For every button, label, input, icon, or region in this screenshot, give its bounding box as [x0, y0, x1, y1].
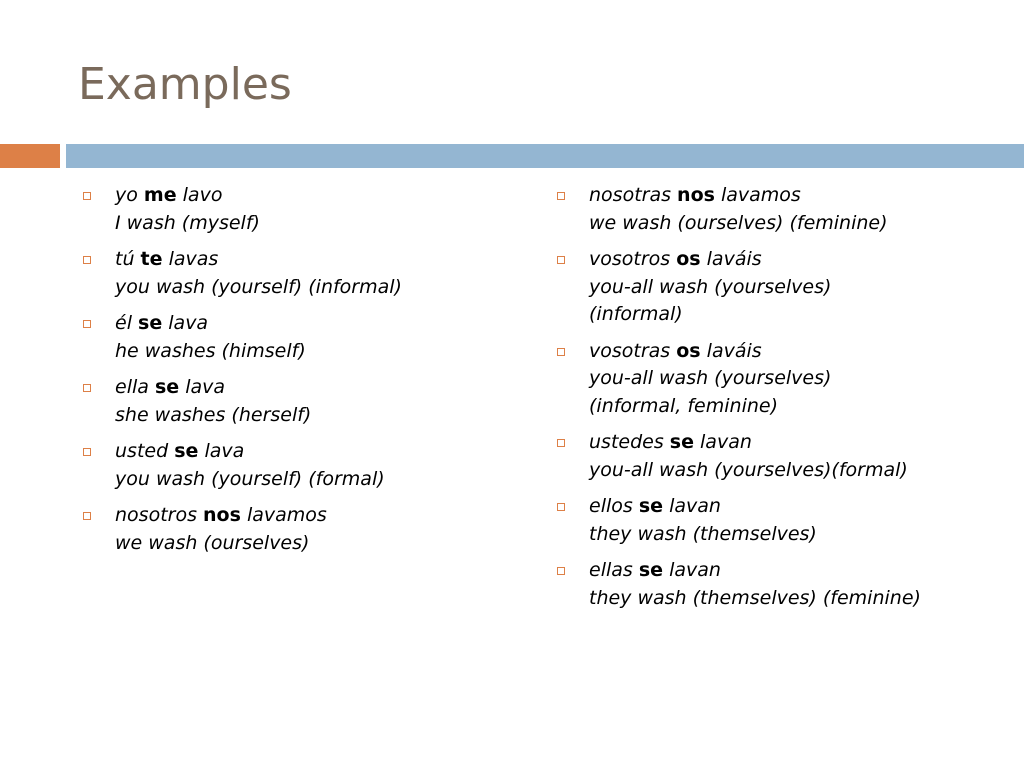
translation-continued: (informal, feminine)	[589, 394, 778, 417]
spanish-phrase	[115, 310, 510, 338]
verb: lavan	[669, 559, 721, 581]
hollow-square-icon	[557, 256, 565, 264]
translation: you wash (yourself) (informal)	[115, 275, 402, 298]
hollow-square-icon	[557, 503, 565, 511]
subject: ustedes	[589, 431, 664, 453]
reflexive-pronoun: os	[676, 248, 701, 270]
subject: usted	[115, 440, 169, 462]
list-item	[80, 182, 510, 237]
spanish-phrase	[589, 557, 994, 585]
list-item	[80, 310, 510, 365]
verb: lavas	[168, 248, 219, 270]
verb: lavan	[669, 495, 721, 517]
subject: vosotros	[589, 248, 671, 270]
right-column-list	[554, 182, 994, 621]
hollow-square-icon	[83, 320, 91, 328]
verb: laváis	[706, 339, 762, 362]
reflexive-pronoun: se	[154, 376, 180, 398]
spanish-phrase	[115, 438, 510, 466]
spanish-phrase	[115, 182, 510, 210]
translation: you-all wash (yourselves)	[589, 275, 832, 298]
verb: laváis	[706, 248, 762, 270]
reflexive-pronoun: me	[143, 184, 177, 206]
hollow-square-icon	[557, 192, 565, 200]
translation: we wash (ourselves) (feminine)	[589, 211, 888, 234]
hollow-square-icon	[557, 348, 565, 356]
spanish-phrase	[589, 429, 994, 457]
verb: lavo	[182, 184, 223, 206]
reflexive-pronoun: os	[676, 339, 701, 362]
translation: you-all wash (yourselves)	[589, 367, 832, 389]
reflexive-pronoun: te	[140, 248, 163, 270]
translation: he washes (himself)	[115, 339, 306, 362]
list-item	[554, 246, 994, 329]
spanish-phrase	[589, 246, 994, 274]
hollow-square-icon	[557, 567, 565, 575]
subject: ella	[115, 376, 149, 398]
reflexive-pronoun: se	[138, 312, 163, 334]
reflexive-pronoun: se	[638, 495, 664, 517]
hollow-square-icon	[83, 192, 91, 200]
reflexive-pronoun: se	[638, 559, 664, 581]
subject: él	[115, 312, 132, 334]
spanish-phrase	[115, 374, 510, 402]
spanish-phrase	[589, 338, 994, 366]
subject: nosotros	[115, 504, 197, 526]
subject: yo	[115, 184, 138, 206]
translation: we wash (ourselves)	[115, 531, 310, 554]
reflexive-pronoun: nos	[677, 184, 715, 206]
list-item	[80, 246, 510, 301]
hollow-square-icon	[557, 439, 565, 447]
verb: lava	[185, 376, 225, 398]
subject: tú	[115, 248, 135, 270]
translation: you-all wash (yourselves)(formal)	[589, 458, 908, 481]
verb: lavamos	[720, 184, 801, 206]
spanish-phrase	[115, 502, 510, 530]
slide-title: Examples	[78, 59, 292, 110]
list-item	[554, 429, 994, 484]
hollow-square-icon	[83, 384, 91, 392]
verb: lava	[168, 312, 209, 334]
verb: lavamos	[246, 504, 327, 526]
subject: vosotras	[589, 339, 671, 362]
subject: nosotras	[589, 184, 671, 206]
list-item	[80, 502, 510, 557]
translation-continued: (informal)	[589, 303, 683, 325]
left-column-list	[80, 182, 510, 566]
list-item	[80, 438, 510, 493]
translation: they wash (themselves)	[589, 522, 817, 545]
list-item	[80, 374, 510, 429]
reflexive-pronoun: se	[174, 440, 199, 462]
hollow-square-icon	[83, 448, 91, 456]
list-item	[554, 493, 994, 548]
subject: ellas	[589, 559, 633, 581]
spanish-phrase	[115, 246, 510, 274]
translation: you wash (yourself) (formal)	[115, 467, 385, 490]
reflexive-pronoun: nos	[203, 504, 241, 526]
verb: lavan	[700, 431, 752, 453]
reflexive-pronoun: se	[669, 431, 694, 453]
accent-bar-blue	[66, 144, 1024, 168]
list-item	[554, 182, 994, 237]
list-item	[554, 557, 994, 612]
hollow-square-icon	[83, 256, 91, 264]
translation: they wash (themselves) (feminine)	[589, 586, 921, 609]
spanish-phrase	[589, 182, 994, 210]
subject: ellos	[589, 495, 633, 517]
spanish-phrase	[589, 493, 994, 521]
translation: she washes (herself)	[115, 403, 312, 426]
translation: I wash (myself)	[115, 211, 260, 234]
list-item	[554, 338, 994, 421]
verb: lava	[204, 440, 245, 462]
hollow-square-icon	[83, 512, 91, 520]
accent-bar-orange	[0, 144, 60, 168]
